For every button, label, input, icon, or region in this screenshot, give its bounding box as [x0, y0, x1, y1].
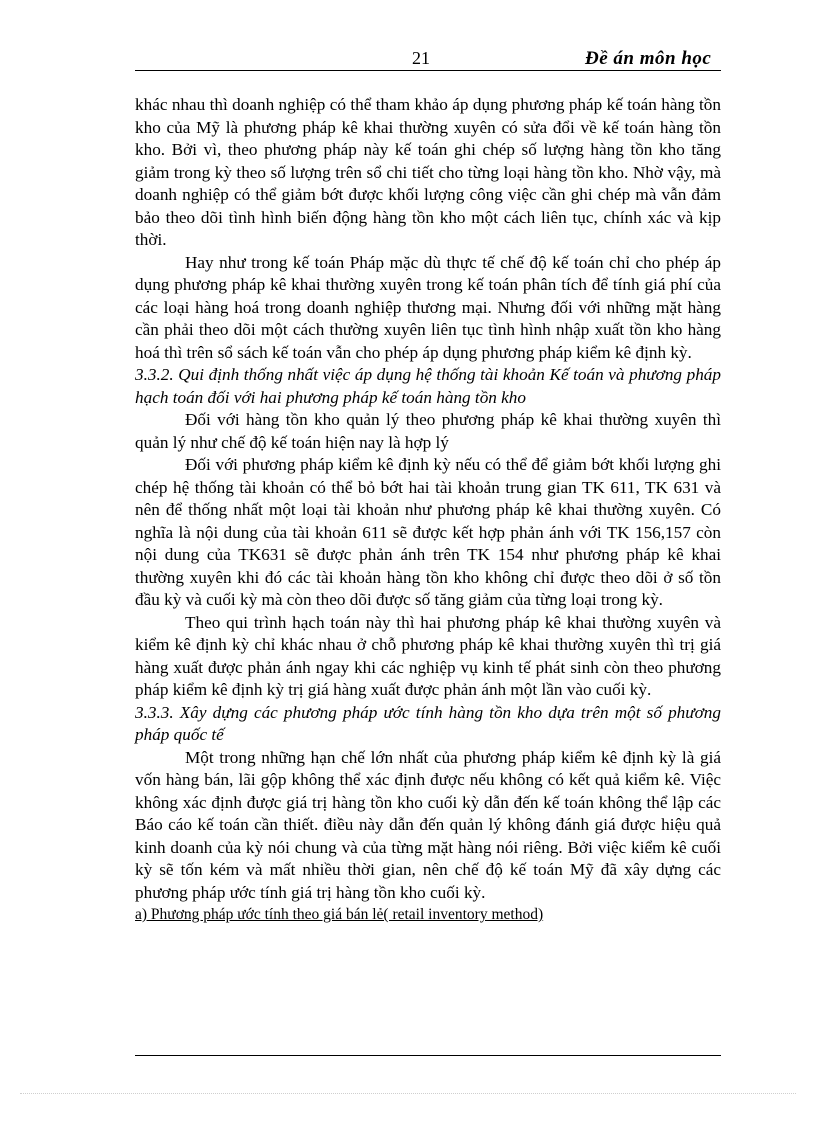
section-heading-3-3-2: 3.3.2. Qui định thống nhất việc áp dụng hệ thống tài khoản Kế toán và phương pháp hạch toán đối với hai phương pháp kế toán hàng tồn kho [135, 365, 721, 407]
paragraph-6: Một trong những hạn chế lớn nhất của phương pháp kiểm kê định kỳ là giá vốn hàng bán, lãi gộp không thể xác định được nếu không có kết quả kiểm kê. Việc không xác định được giá trị hàng tồn kho cuối kỳ dẫn đến kế toán không thể lập các Báo cáo kế toán cần thiết. điều này dẫn đến quản lý không đánh giá được hiệu quả kinh doanh của kỳ nói chung và của từng mặt hàng nói riêng. Bởi việc kiểm kê cuối kỳ sẽ tốn kém và mất nhiều thời gian, nên chế độ kế toán Mỹ đã xây dựng các phương pháp ước tính giá trị hàng tồn kho cuối kỳ. [135, 747, 721, 902]
header-rule [135, 70, 721, 71]
paragraph-5: Theo qui trình hạch toán này thì hai phương pháp kê khai thường xuyên và kiểm kê định kỳ chỉ khác nhau ở chỗ phương pháp kê khai thường xuyên thì trị giá hàng xuất được phản ánh ngay khi các nghiệp vụ kinh tế phát sinh còn theo phương pháp kiểm kê định kỳ trị giá hàng xuất được phản ánh một lần vào cuối kỳ. [135, 612, 721, 699]
subsection-heading-a: a) Phương pháp ước tính theo giá bán lẻ( retail inventory method) [135, 906, 544, 923]
document-body [135, 94, 721, 927]
paragraph-3: Đối với hàng tồn kho quản lý theo phương pháp kê khai thường xuyên thì quản lý như chế độ kế toán hiện nay là hợp lý [135, 410, 721, 452]
paragraph-2: Hay như trong kế toán Pháp mặc dù thực tế chế độ kế toán chỉ cho phép áp dụng phương pháp kê khai thường xuyên trong kế toán phân tích để tính giá phí của các loại hàng hoá trong doanh nghiệp thương mại. Nhưng đối với những mặt hàng cần phải theo dõi một cách thường xuyên liên tục tình hình nhập xuất tồn kho hàng hoá thì trên sổ sách kế toán vẫn cho phép áp dụng phương pháp kiểm kê định kỳ. [135, 252, 721, 362]
page-bottom-dotted-line [20, 1093, 796, 1094]
section-heading-3-3-3: 3.3.3. Xây dựng các phương pháp ước tính hàng tồn kho dựa trên một số phương pháp quốc tế [135, 702, 721, 744]
header-title: Đề án môn học [585, 48, 712, 69]
paragraph-4: Đối với phương pháp kiểm kê định kỳ nếu có thể để giảm bớt khối lượng ghi chép hệ thống tài khoản có thể bỏ bớt hai tài khoản trung gian TK 611, TK 631 và nên để thống nhất một loại tài khoản như phương pháp kê khai thường xuyên. Có nghĩa là nội dung của tài khoản 611 sẽ được kết hợp phản ánh với TK 156,157 còn nội dung của TK631 sẽ được phản ánh trên TK 154 như phương pháp kê khai thường xuyên khi đó các tài khoản hàng tồn kho không chỉ được theo dõi ở số tồn đầu kỳ và cuối kỳ mà còn theo dõi được số tăng giảm của từng loại trong kỳ. [135, 455, 721, 609]
paragraph-1: khác nhau thì doanh nghiệp có thể tham khảo áp dụng phương pháp kế toán hàng tồn kho của Mỹ là phương pháp kê khai thường xuyên có sửa đổi về kế toán hàng tồn kho. Bởi vì, theo phương pháp này kế toán ghi chép số lượng hàng tồn kho tăng giảm trong kỳ theo số lượng trên sổ chi tiết cho từng loại hàng tồn kho. Nhờ vậy, mà doanh nghiệp có thể giảm bớt được khối lượng công việc cần ghi chép mà vẫn đảm bảo theo dõi tình hình biến động hàng tồn kho một cách liên tục, chính xác và kịp thời. [135, 95, 721, 249]
page-number: 21 [412, 48, 430, 68]
footer-rule [135, 1055, 721, 1056]
